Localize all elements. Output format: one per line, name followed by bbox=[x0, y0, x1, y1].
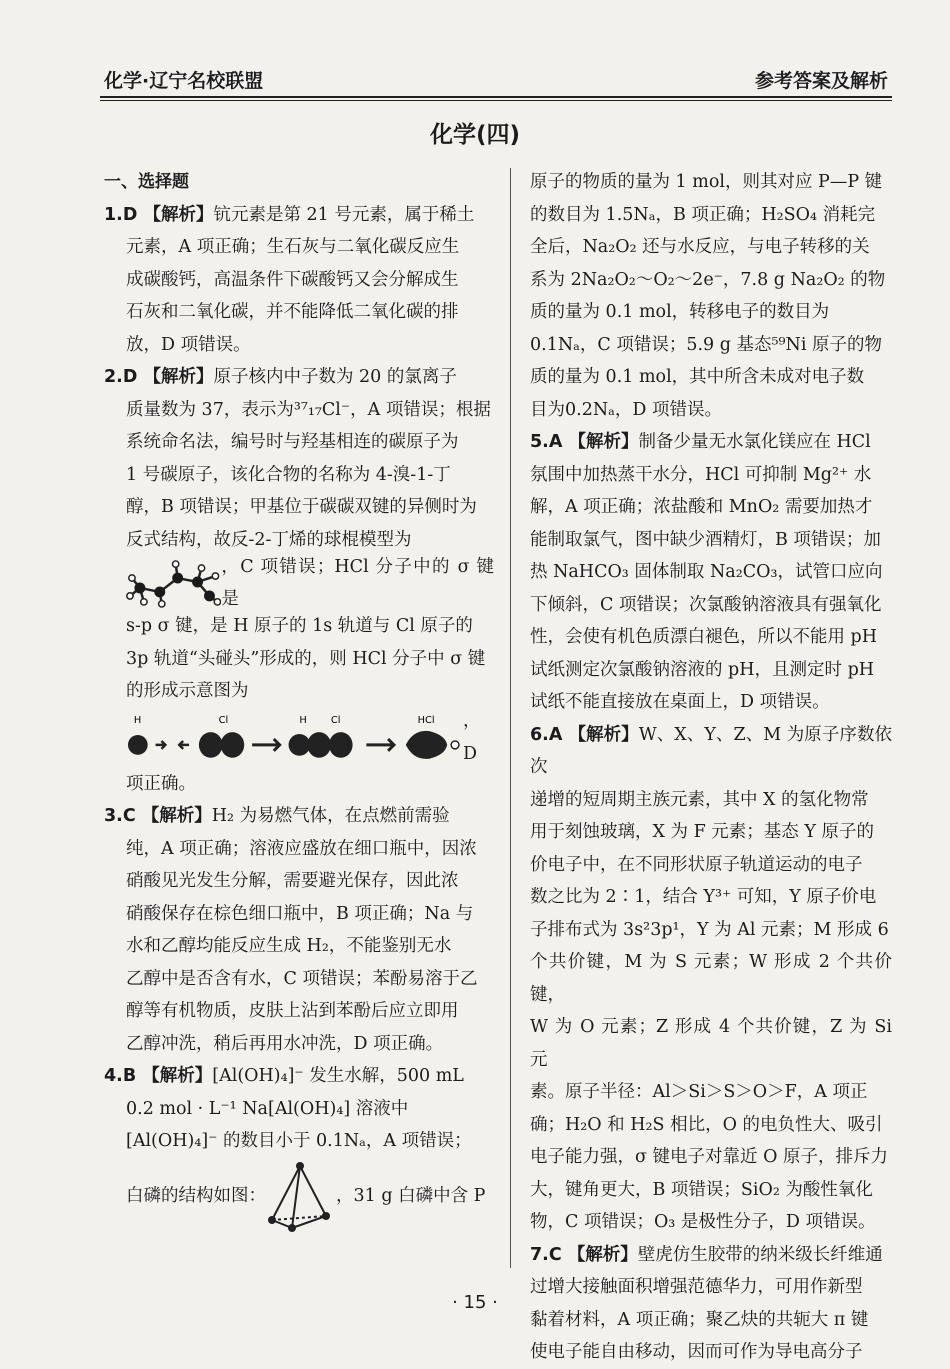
answer-text: 价电子中，在不同形状原子轨道运动的电子 bbox=[530, 854, 863, 875]
answer-text: 物，C 项错误；O₃ 是极性分子，D 项错误。 bbox=[530, 1212, 876, 1232]
answer-text: H₂ 为易燃气体，在点燃前需验 bbox=[211, 806, 450, 826]
answer-text: 确；H₂O 和 H₂S 相比，O 的电负性大、吸引 bbox=[530, 1114, 883, 1135]
answer-text: 质量数为 37，表示为³⁷₁₇Cl⁻，A 项错误；根据 bbox=[126, 399, 491, 420]
answer-text: 1 号碳原子，该化合物的名称为 4-溴-1-丁 bbox=[126, 464, 451, 485]
answer-text: 目为0.2Nₐ，D 项错误。 bbox=[530, 399, 722, 420]
answer-label: 5.A 【解析】 bbox=[530, 432, 639, 452]
answer-text: 系统命名法，编号时与羟基相连的碳原子为 bbox=[126, 432, 459, 452]
answer-text: 的数目为 1.5Nₐ，B 项正确；H₂SO₄ 消耗完 bbox=[530, 204, 876, 225]
fig-label-hcl: HCl bbox=[417, 714, 435, 726]
answer-text: 能制取氯气，图中缺少酒精灯，B 项错误；加 bbox=[530, 529, 881, 550]
answer-label: 1.D 【解析】 bbox=[104, 204, 214, 225]
answer-text: 数之比为 2∶1，结合 Y³⁺ 可知，Y 原子价电 bbox=[530, 887, 877, 907]
answer-text: 醇，B 项错误；甲基位于碳碳双键的异侧时为 bbox=[126, 497, 477, 517]
answer-text: 下倾斜，C 项错误；次氯酸钠溶液具有强氧化 bbox=[530, 594, 882, 615]
answer-text: W、X、Y、Z、M 为原子序数依次 bbox=[530, 724, 892, 777]
answer-text: 硝酸保存在棕色细口瓶中，B 项正确；Na 与 bbox=[126, 903, 474, 924]
answer-text: 用于刻蚀玻璃，X 为 F 元素；基态 Y 原子的 bbox=[530, 822, 874, 842]
header-right-title: 参考答案及解析 bbox=[754, 70, 888, 92]
left-column bbox=[104, 166, 494, 1236]
answer-text: 元素，A 项正确；生石灰与二氧化碳反应生 bbox=[126, 237, 460, 257]
answer-text: 试纸不能直接放在桌面上，D 项错误。 bbox=[530, 692, 830, 712]
answer-text: 解，A 项正确；浓盐酸和 MnO₂ 需要加热才 bbox=[530, 497, 873, 517]
answer-text: [Al(OH)₄]⁻ 的数目小于 0.1Nₐ，A 项错误； bbox=[126, 1131, 472, 1151]
answer-item-6 bbox=[530, 719, 892, 1239]
fig-label-h: H bbox=[133, 714, 142, 726]
answer-item-1 bbox=[104, 199, 494, 362]
answer-text: 水和乙醇均能反应生成 H₂，不能鉴别无水 bbox=[126, 936, 452, 956]
answer-text: W 为 O 元素；Z 形成 4 个共价键，Z 为 Si 元 bbox=[530, 1017, 892, 1070]
answer-item-2 bbox=[104, 361, 494, 800]
answer-text: 个共价键，M 为 S 元素；W 形成 2 个共价键， bbox=[530, 952, 892, 1005]
sigma-bond-figure-line bbox=[104, 708, 494, 768]
answer-text: 试纸测定次氯酸钠溶液的 pH，且测定时 pH bbox=[530, 659, 875, 680]
answer-text: 全后，Na₂O₂ 还与水反应，与电子转移的关 bbox=[530, 237, 870, 257]
h-orbital-icon bbox=[128, 735, 148, 755]
answer-text: 性，会使有机色质漂白褪色，所以不能用 pH bbox=[530, 627, 878, 647]
answer-text: 使电子能自由移动，因而可作为导电高分子 bbox=[530, 1342, 863, 1362]
hcl-sigma-bond-icon bbox=[406, 730, 447, 758]
answer-text: 黏着材料，A 项正确；聚乙炔的共轭大 π 键 bbox=[530, 1309, 869, 1330]
answer-label: 4.B 【解析】 bbox=[104, 1066, 213, 1086]
cl-p-orbital-left-icon bbox=[199, 732, 223, 758]
white-phosphorus-tetrahedron bbox=[266, 1160, 336, 1234]
column-divider bbox=[510, 168, 511, 1268]
answer-item-4-continued bbox=[530, 166, 892, 426]
answer-text: ，31 g 白磷中含 P bbox=[336, 1186, 486, 1207]
answer-text: 氛围中加热蒸干水分，HCl 可抑制 Mg²⁺ 水 bbox=[530, 464, 872, 485]
cl-p-orbital-right-icon bbox=[221, 732, 245, 758]
cl-approach-right-icon bbox=[329, 732, 353, 758]
answer-text: [Al(OH)₄]⁻ 发生水解，500 mL bbox=[212, 1066, 464, 1086]
answer-item-3 bbox=[104, 800, 494, 1060]
answer-text: 大，键角更大，B 项错误；SiO₂ 为酸性氧化 bbox=[530, 1179, 873, 1200]
h-approach-icon bbox=[289, 734, 311, 756]
answer-text: 热 NaHCO₃ 固体制取 Na₂CO₃，试管口应向 bbox=[530, 562, 883, 582]
answer-label: 2.D 【解析】 bbox=[104, 367, 214, 387]
section-heading: 一、选择题 bbox=[104, 172, 189, 192]
answer-text: s-p σ 键，是 H 原子的 1s 轨道与 Cl 原子的 bbox=[126, 616, 473, 636]
answer-text: 乙醇中是否含有水，C 项错误；苯酚易溶于乙 bbox=[126, 968, 478, 989]
answer-text: 醇等有机物质，皮肤上沾到苯酚后应立即用 bbox=[126, 1001, 459, 1021]
ball-stick-line bbox=[104, 556, 494, 610]
answer-text: 钪元素是第 21 号元素，属于稀土 bbox=[213, 204, 475, 225]
page-title: 化学(四) bbox=[429, 122, 521, 148]
right-column bbox=[530, 166, 892, 1369]
answer-text: 子排布式为 3s²3p¹，Y 为 Al 元素；M 形成 6 bbox=[530, 919, 889, 940]
header-rule bbox=[100, 96, 892, 98]
fig-label-cl2: Cl bbox=[330, 714, 341, 726]
answer-text: 0.1Nₐ，C 项错误；5.9 g 基态⁵⁹Ni 原子的物 bbox=[530, 334, 883, 355]
header-left-title: 化学·辽宁名校联盟 bbox=[104, 70, 264, 92]
answer-text: 0.2 mol · L⁻¹ Na[Al(OH)₄] 溶液中 bbox=[126, 1098, 409, 1119]
answer-text: 壁虎仿生胶带的纳米级长纤维通 bbox=[637, 1244, 883, 1265]
answer-item-4 bbox=[104, 1060, 494, 1236]
fig-label-cl: Cl bbox=[218, 714, 229, 726]
answer-text: 质的量为 0.1 mol，其中所含未成对电子数 bbox=[530, 367, 865, 387]
answer-text: 纯，A 项正确；溶液应盛放在细口瓶中，因浓 bbox=[126, 838, 477, 859]
answer-text: 过增大接触面积增强范德华力，可用作新型 bbox=[530, 1277, 863, 1297]
answer-label: 3.C 【解析】 bbox=[104, 806, 212, 826]
answer-text: 系为 2Na₂O₂～O₂～2e⁻，7.8 g Na₂O₂ 的物 bbox=[530, 269, 886, 290]
answer-text: 硝酸见光发生分解，需要避光保存，因此浓 bbox=[126, 871, 459, 891]
header-rule-thin bbox=[100, 100, 892, 101]
answer-text: 乙醇冲洗，稍后再用水冲洗，D 项正确。 bbox=[126, 1033, 444, 1054]
answer-text: 3p 轨道“头碰头”形成的，则 HCl 分子中 σ 键 bbox=[126, 648, 486, 669]
answer-text: 原子的物质的量为 1 mol，则其对应 P—P 键 bbox=[530, 172, 883, 192]
trans-2-butene-ball-stick-model bbox=[126, 558, 221, 608]
answer-label: 7.C 【解析】 bbox=[530, 1244, 638, 1265]
white-phosphorus-line bbox=[104, 1158, 494, 1236]
answer-text: 素。原子半径：Al＞Si＞S＞O＞F，A 项正 bbox=[530, 1082, 868, 1102]
answer-text: 电子能力强，σ 键电子对靠近 O 原子，排斥力 bbox=[530, 1147, 888, 1167]
fig-label-h2: H bbox=[299, 714, 307, 726]
answer-item-5 bbox=[530, 426, 892, 719]
cl-approach-left-icon bbox=[307, 732, 331, 758]
answer-text: 放，D 项错误。 bbox=[126, 334, 251, 355]
answer-text: ，C 项错误；HCl 分子中的 σ 键是 bbox=[221, 556, 494, 609]
answer-label: 6.A 【解析】 bbox=[530, 724, 639, 745]
answer-text: 的形成示意图为 bbox=[126, 681, 249, 701]
answer-text: 制备少量无水氯化镁应在 HCl bbox=[638, 432, 871, 452]
answer-text: 成碳酸钙，高温条件下碳酸钙又会分解成生 bbox=[126, 269, 459, 290]
answer-text: 项正确。 bbox=[126, 773, 196, 794]
answer-text: 递增的短周期主族元素，其中 X 的氢化物常 bbox=[530, 789, 869, 810]
answer-text: ，D bbox=[462, 711, 481, 764]
page-number: · 15 · bbox=[452, 1292, 498, 1313]
answer-text: 石灰和二氧化碳，并不能降低二氧化碳的排 bbox=[126, 302, 459, 322]
answer-text: 原子核内中子数为 20 的氯离子 bbox=[213, 367, 457, 387]
answer-text: 白磷的结构如图： bbox=[126, 1186, 266, 1207]
answer-text: 反式结构，故反-2-丁烯的球棍模型为 bbox=[126, 529, 412, 550]
answer-text: 质的量为 0.1 mol，转移电子的数目为 bbox=[530, 302, 830, 322]
hcl-sigma-bond-formation-diagram bbox=[126, 709, 463, 767]
